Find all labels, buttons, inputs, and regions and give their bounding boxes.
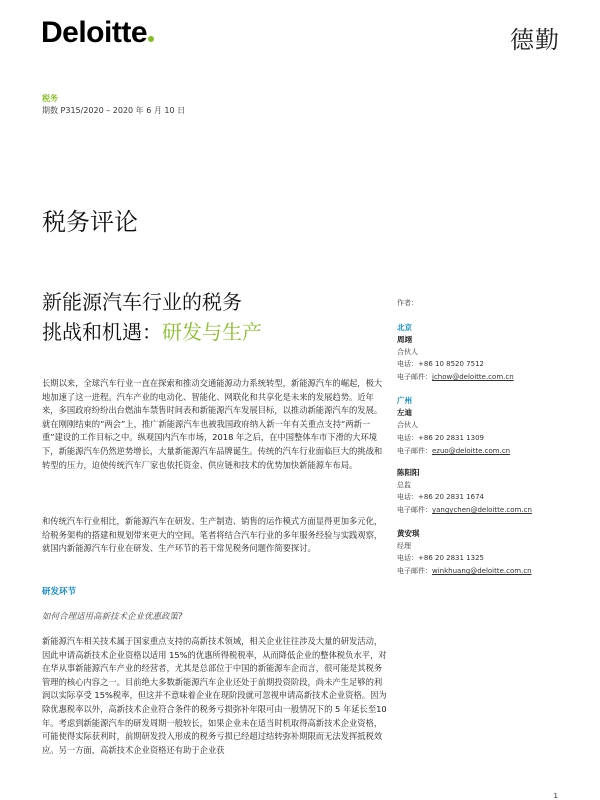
email-label: 电子邮件： [397,506,432,514]
contact-phone: 电话：+86 10 8520 7512 [397,360,484,368]
article-title [42,287,262,347]
authors-label: 作者： [397,299,418,307]
publication-title: 税务评论 [42,208,138,236]
city-guangzhou: 广州 [397,396,412,405]
contact-name: 陈阳阳 [397,468,420,477]
email-label: 电子邮件： [397,447,432,455]
contact-name: 周翊 [397,335,412,344]
contact-name: 左迪 [397,408,412,417]
intro-paragraph-2: 和传统汽车行业相比，新能源汽车在研发、生产制造、销售的运作模式方面显得更加多元化，给税务架构的搭建和规划带来更大的空间。笔者将结合汽车行业的多年服务经验与实践观察，就国内新能源汽车行业在研发、生产环节的若干常见税务问题作简要探讨。 [42,516,383,554]
contact-phone: 电话：+86 20 2831 1325 [397,554,484,562]
contact-phone: 电话：+86 20 2831 1674 [397,493,484,501]
email-link[interactable]: ezuo@deloitte.com.cn [432,447,511,455]
chinese-logo: 德勤 [510,26,560,54]
category-label: 税务 [42,94,58,103]
contact-title: 经理 [397,542,411,550]
issue-info: 期数 P315/2020 – 2020 年 6 月 10 日 [42,106,186,115]
city-beijing: 北京 [397,323,412,332]
contact-email-row [397,446,510,456]
article-title-line1: 新能源汽车行业的税务 [42,290,242,314]
logo-text: Deloitte [41,16,148,49]
email-label: 电子邮件： [397,373,432,381]
contact-email-row [397,566,532,576]
contact-title: 总监 [397,481,411,489]
contact-title: 合伙人 [397,348,418,356]
article-title-highlight: 研发与生产 [162,320,262,344]
contact-email-row [397,372,514,382]
email-link[interactable]: winkhuang@deloitte.com.cn [432,567,532,575]
contact-phone: 电话：+86 20 2831 1309 [397,434,484,442]
email-link[interactable]: jchow@deloitte.com.cn [432,373,514,381]
intro-paragraph-1: 长期以来，全球汽车行业一直在探索和推动交通能源动力系统转型，新能源汽车的崛起，极大地加速了这一进程。汽车产业的电动化、智能化、网联化和共享化是未来的发展趋势。近年来，多国政府纷纷出台燃油车禁售时间表和新能源汽车发展目标，以推动新能源汽车的发展。就在刚刚结束的“两会”上，推广新能源汽车也被我国政府纳入新一年有关重点支持“两新一重”建设的工作目标之中。纵观国内汽车市场，2018 年之后，在中国整体车市下滑的大环境下，新能源汽车仍然逆势增长，大量新能源汽车品牌诞生。传统的汽车行业面临巨大的挑战和转型的压力，迫使传统汽车厂家也依托资金、供应链和技术的优势加快新能源车布局。 [42,378,383,470]
email-link[interactable]: yangychen@deloitte.com.cn [432,506,532,514]
logo-dot-icon [148,36,154,42]
contact-name: 黄安琪 [397,529,420,538]
email-label: 电子邮件： [397,567,432,575]
article-title-prefix: 挑战和机遇： [42,320,162,344]
article-title-line2 [42,317,262,347]
section-question: 如何合理适用高新技术企业优惠政策? [42,612,183,622]
deloitte-logo [41,16,154,50]
page-number: 1 [553,792,558,800]
contact-title: 合伙人 [397,421,418,429]
body-paragraph: 新能源汽车相关技术属于国家重点支持的高新技术领域，相关企业往往涉及大量的研发活动，因此申请高新技术企业资格以适用 15%的优惠所得税税率，从而降低企业的整体税负水平，对在华从事新能源汽车产业的经营者，尤其是总部位于中国的新能源车企而言，很可能是其税务管理的核心内容之一。目前绝大多数新能源汽车企业还处于前期投资阶段，尚未产生足够的利润以实际享受 15%税率，但这并不意味着企业在现阶段就可忽视申请高新技术企业资格。因为除优惠税率以外，高新技术企业符合条件的税务亏损弥补年限可由一般情况下的 5 年延长至10 年。考虑到新能源汽车的研发周期一般较长，如果企业未在适当时机取得高新技术企业资格，可能使得实际获利时，前期研发投入形成的税务亏损已经超过结转弥补期限而无法发挥抵税效应。另一方面，高新技术企业资格还有助于企业获 [42,636,387,755]
contact-email-row [397,505,532,515]
section-heading: 研发环节 [42,587,77,597]
